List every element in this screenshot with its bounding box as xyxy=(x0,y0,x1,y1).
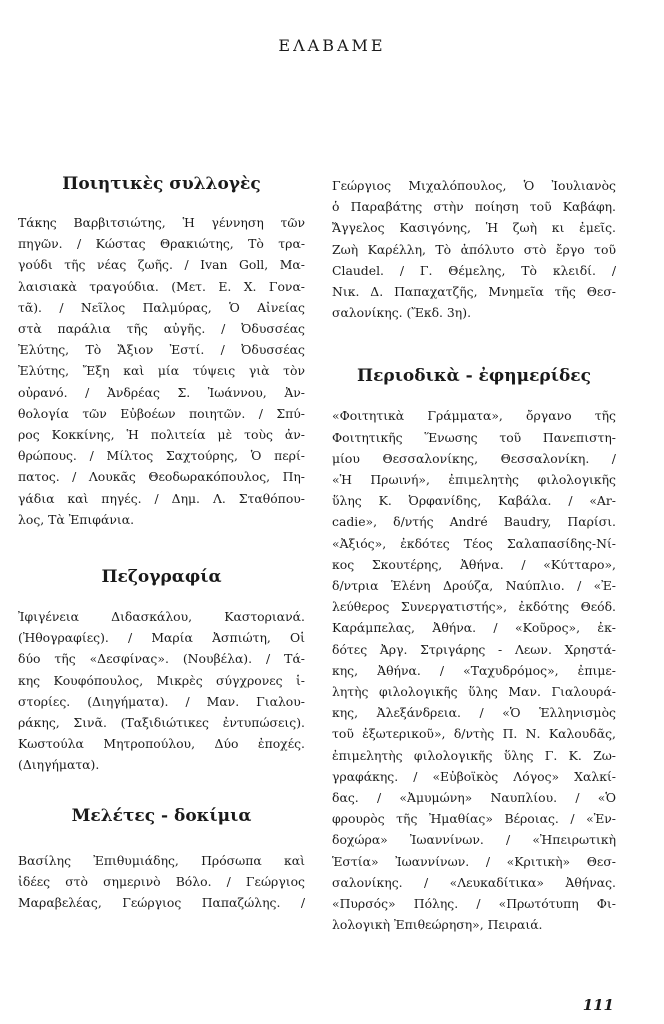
text-line: ὁ Παραβάτης στὴν ποίηση τοῦ Καβάφη. xyxy=(332,199,616,215)
page-number: 111 xyxy=(582,996,614,1014)
text-line: ράκης, Σινᾶ. (Ταξιδιώτικες ἐντυπώσεις). xyxy=(18,715,305,731)
text-line: κης Κουφόπουλος, Μικρὲς σύγχρονες ἱ- xyxy=(18,672,305,688)
text-line: «Φοιτητικὰ Γράμματα», ὄργανο τῆς xyxy=(332,408,616,424)
text-line: δ/ντρια Ἑλένη Δρούζα, Ναύπλιο. / «Ἐ- xyxy=(332,578,616,594)
text-line: στὰ παράλια τῆς αὐγῆς. / Ὀδυσσέας xyxy=(18,321,305,337)
text-line: γούδι τῆς νέας ζωῆς. / Ivan Goll, Μα- xyxy=(18,257,305,273)
text-line: Μαραβελέας, Γεώργιος Παπαζώλης. / xyxy=(18,895,305,911)
text-line: θολογία τῶν Εὐβοέων ποιητῶν. / Σπύ- xyxy=(18,405,305,421)
text-line: ἰδέες στὸ σημερινὸ Βόλο. / Γεώργιος xyxy=(18,873,305,889)
text-line: Ἐλύτης, Τὸ Ἄξιον Ἐστί. / Ὀδυσσέας xyxy=(18,342,305,358)
text-line: σαλονίκης. / «Λευκαδίτικα» Ἀθήνας. xyxy=(332,874,616,890)
poetry-entries xyxy=(18,212,305,530)
text-line: τοῦ ἐξωτερικοῦ», δ/ντὴς Π. Ν. Καλουδᾶς, xyxy=(332,726,616,742)
text-line: γάδια καὶ πηγές. / Δημ. Λ. Σταθόπου- xyxy=(18,490,305,506)
text-line: δας. / «Ἀμυμώνη» Ναυπλίου. / «Ὁ xyxy=(332,790,616,806)
text-line: (Διηγήματα). xyxy=(18,757,100,773)
text-line: Τάκης Βαρβιτσιώτης, Ἡ γέννηση τῶν xyxy=(18,215,305,230)
prose-entries xyxy=(18,606,305,776)
page-header: ΕΛΑΒΑΜΕ xyxy=(278,36,386,55)
text-line: Νικ. Δ. Παπαχατζῆς, Μνημεῖα τῆς Θεσ- xyxy=(332,284,616,300)
text-line: κης, Ἀθήνα. / «Ταχυδρόμος», ἐπιμε- xyxy=(332,662,616,678)
text-line: «Ἀξιός», ἐκδότες Τέος Σαλαπασίδης-Νί- xyxy=(332,535,616,551)
left-column xyxy=(18,170,305,913)
essays-continued-entries xyxy=(332,175,616,323)
text-line: μίου Θεσσαλονίκης, Θεσσαλονίκη. / xyxy=(332,450,616,466)
text-line: Φοιτητικῆς Ἕνωσης τοῦ Πανεπιστη- xyxy=(332,429,616,445)
text-line: Ἑστία» Ἰωαννίνων. / «Κριτικὴ» Θεσ- xyxy=(332,853,616,869)
text-line: γραφάκης. / «Εὐβοϊκὸς Λόγος» Χαλκί- xyxy=(332,768,616,784)
text-line: Claudel. / Γ. Θέμελης, Τὸ κλειδί. / xyxy=(332,262,616,278)
text-line: cadie», δ/ντής André Baudry, Παρίσι. xyxy=(332,514,616,530)
text-line: Γεώργιος Μιχαλόπουλος, Ὁ Ἰουλιανὸς xyxy=(332,178,616,193)
periodicals-entries xyxy=(332,405,616,935)
text-line: Ἐλύτης, Ἔξη καὶ μία τύψεις γιὰ τὸν xyxy=(18,363,305,379)
text-line: κος Σκουτέρης, Ἀθήνα. / «Κύτταρο», xyxy=(332,556,616,572)
text-line: φρουρὸς τῆς Ἠμαθίας» Βέροιας. / «Ἐν- xyxy=(332,811,616,827)
text-line: Ἄγγελος Κασιγόνης, Ἡ ζωὴ κι ἐμεῖς. xyxy=(332,220,616,236)
text-line: λος, Τὰ Ἐπιφάνια. xyxy=(18,511,135,527)
text-line: πηγῶν. / Κώστας Θρακιώτης, Τὸ τρα- xyxy=(18,236,305,252)
text-line: κης, Ἀλεξάνδρεια. / «Ὁ Ἑλληνισμὸς xyxy=(332,705,616,721)
text-line: ὕλης Κ. Ὀρφανίδης, Καβάλα. / «Ar- xyxy=(332,493,616,509)
text-line: Ζωὴ Καρέλλη, Τὸ ἀπόλυτο στὸ ἔργο τοῦ xyxy=(332,241,616,257)
section-title-prose: Πεζογραφία xyxy=(101,567,222,588)
text-line: λητὴς φιλολογικῆς ὕλης Μαν. Γιαλουρά- xyxy=(332,684,616,700)
text-line: θρώπους. / Μίλτος Σαχτούρης, Ὁ περί- xyxy=(18,448,305,464)
text-line: πατος. / Λουκᾶς Θεοδωρακόπουλος, Πη- xyxy=(18,469,305,485)
text-line: σαλονίκης. (Ἔκδ. 3η). xyxy=(332,305,472,321)
section-title-essays: Μελέτες - δοκίμια xyxy=(71,805,252,826)
text-line: ἐπιμελητὴς φιλολογικῆς ὕλης Γ. Κ. Ζω- xyxy=(332,747,616,763)
text-line: Κωστούλα Μητροπούλου, Δύο ἐποχές. xyxy=(18,736,305,752)
text-line: λολογικὴ Ἐπιθεώρηση», Πειραιά. xyxy=(332,917,543,933)
text-line: λεύθερος Συνεργατιστής», ἐκδότης Θεόδ. xyxy=(332,599,616,615)
section-title-poetry: Ποιητικὲς συλλογὲς xyxy=(62,174,261,194)
text-line: δότες Ἀργ. Στριγάρης - Λεων. Χρηστά- xyxy=(332,641,616,657)
text-line: Καράμπελας, Ἀθήνα. / «Κοῦρος», ἐκ- xyxy=(332,620,616,636)
text-line: «Ἡ Πρωινή», ἐπιμελητὴς φιλολογικῆς xyxy=(332,472,616,488)
essays-entries xyxy=(18,850,305,914)
text-line: στορίες. (Διηγήματα). / Μαν. Γιαλου- xyxy=(18,693,305,709)
text-line: Βασίλης Ἐπιθυμιάδης, Πρόσωπα καὶ xyxy=(18,852,305,868)
text-line: δύο τῆς «Δεσφίνας». (Νουβέλα). / Τά- xyxy=(18,651,305,667)
text-line: λαισιακὰ τραγούδια. (Μετ. Ε. Χ. Γονα- xyxy=(18,278,305,294)
text-line: τᾶ). / Νεῖλος Παλμύρας, Ὁ Αἰνείας xyxy=(18,299,305,315)
text-line: «Πυρσός» Πόλης. / «Πρωτότυπη Φι- xyxy=(332,896,616,912)
text-line: δοχώρα» Ἰωαννίνων. / «Ἠπειρωτικὴ xyxy=(332,832,616,848)
section-title-periodicals: Περιοδικὰ - ἐφημερίδες xyxy=(357,366,591,387)
text-line: (Ἠθογραφίες). / Μαρία Ἀσπιώτη, Οἱ xyxy=(18,630,305,646)
text-line: οὐρανό. / Ἀνδρέας Σ. Ἰωάννου, Ἀν- xyxy=(18,384,305,400)
text-line: Ἰφιγένεια Διδασκάλου, Καστοριανά. xyxy=(18,609,305,625)
right-column xyxy=(332,175,616,936)
text-line: ρος Κοκκίνης, Ἡ πολιτεία μὲ τοὺς ἀν- xyxy=(18,427,305,443)
